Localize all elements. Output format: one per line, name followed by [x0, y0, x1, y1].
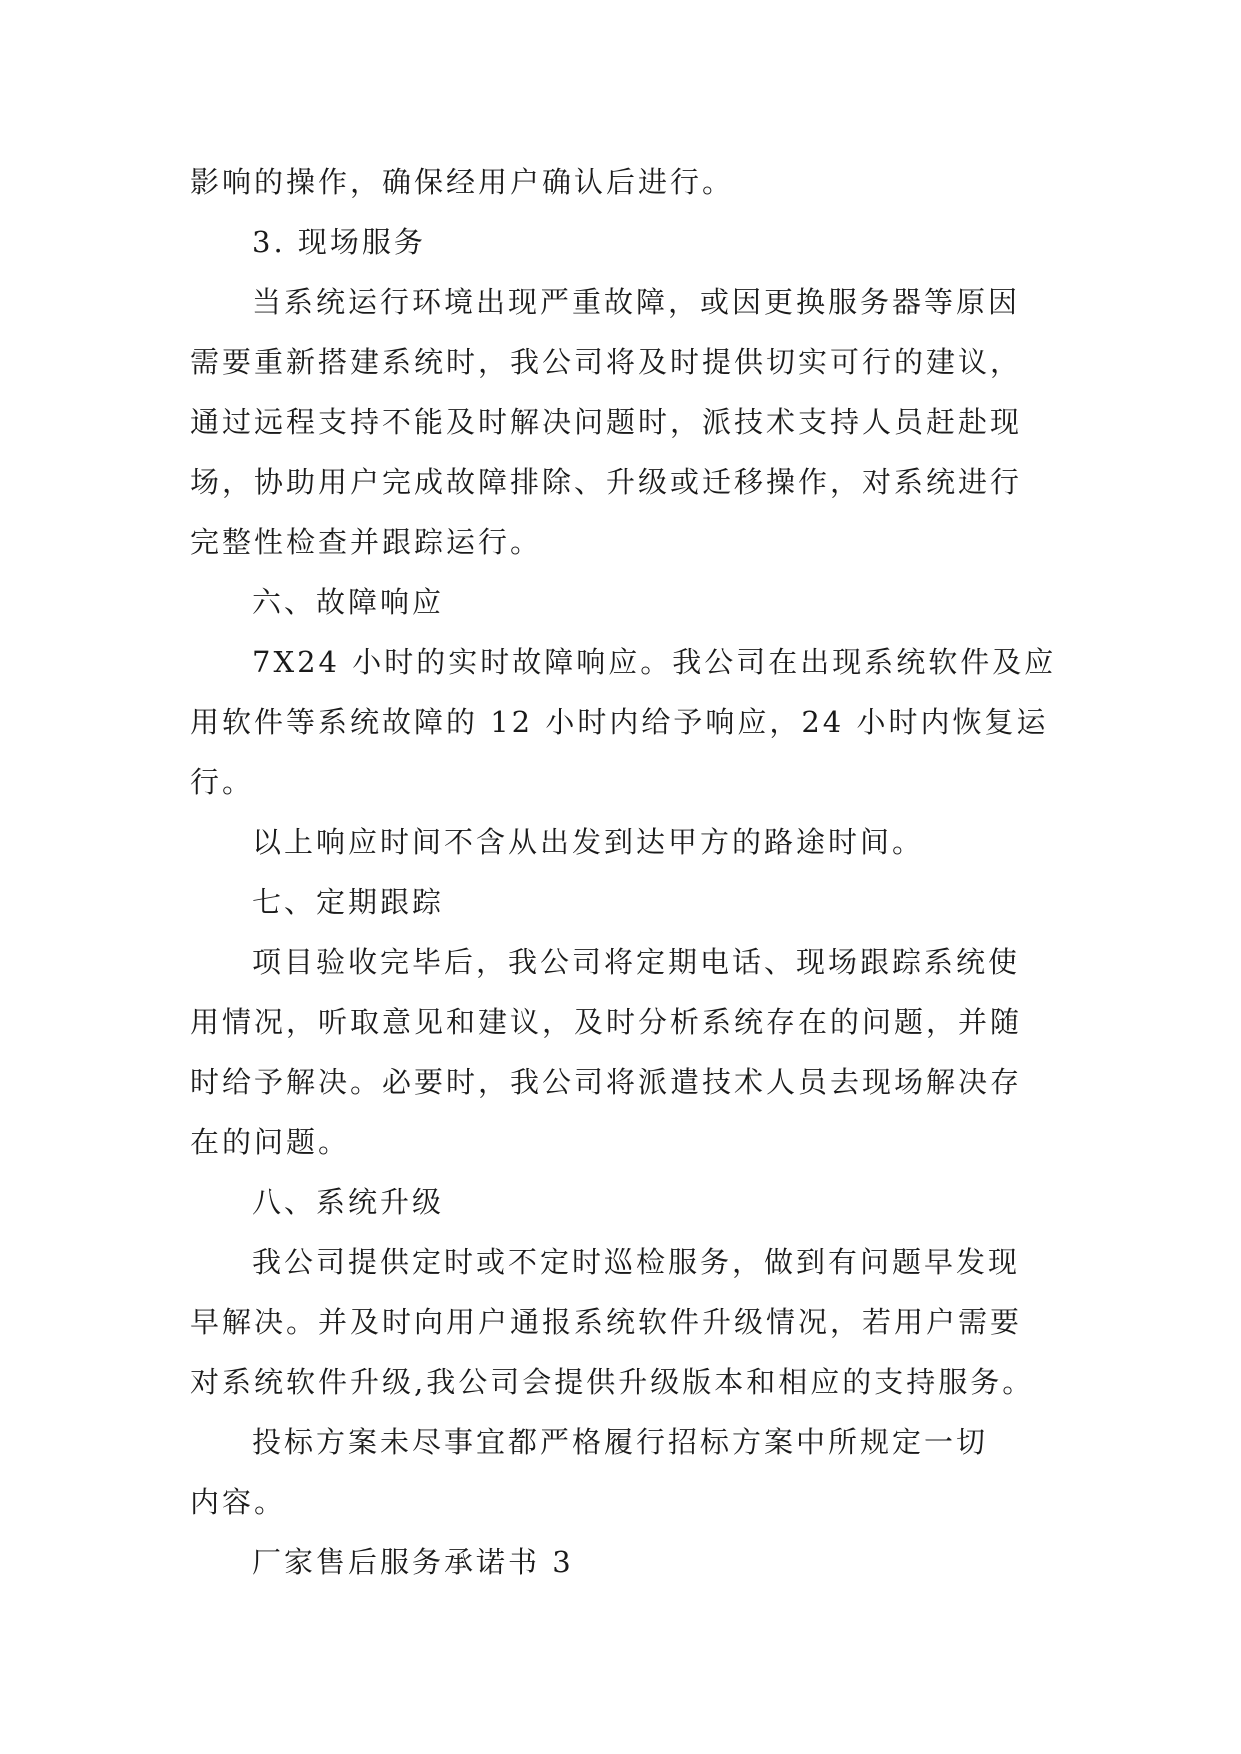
- paragraph-line: 完整性检查并跟踪运行。: [190, 525, 543, 559]
- paragraph-line: 通过远程支持不能及时解决问题时，派技术支持人员赶赴现: [190, 405, 1023, 439]
- section-heading-fault-response: 六、故障响应: [252, 585, 445, 619]
- section-heading-onsite-service: 3. 现场服务: [252, 225, 426, 259]
- paragraph-line: 对系统软件升级,我公司会提供升级版本和相应的支持服务。: [190, 1365, 1035, 1399]
- paragraph-line: 在的问题。: [190, 1125, 351, 1159]
- paragraph-line: 7X24 小时的实时故障响应。我公司在出现系统软件及应: [252, 645, 1057, 679]
- paragraph-line: 投标方案未尽事宜都严格履行招标方案中所规定一切: [252, 1425, 989, 1459]
- paragraph-line: 时给予解决。必要时，我公司将派遣技术人员去现场解决存: [190, 1065, 1023, 1099]
- paragraph-line: 场，协助用户完成故障排除、升级或迁移操作，对系统进行: [190, 465, 1023, 499]
- paragraph-line: 用情况，听取意见和建议，及时分析系统存在的问题，并随: [190, 1005, 1023, 1039]
- paragraph-line: 项目验收完毕后，我公司将定期电话、现场跟踪系统使: [252, 945, 1021, 979]
- paragraph-line: 用软件等系统故障的 12 小时内给予响应，24 小时内恢复运: [190, 705, 1049, 739]
- paragraph-line: 当系统运行环境出现严重故障，或因更换服务器等原因: [252, 285, 1021, 319]
- paragraph-line: 内容。: [190, 1485, 287, 1519]
- section-heading-periodic-tracking: 七、定期跟踪: [252, 885, 445, 919]
- paragraph-line: 行。: [190, 765, 255, 799]
- paragraph-line: 早解决。并及时向用户通报系统软件升级情况，若用户需要: [190, 1305, 1023, 1339]
- paragraph-line: 我公司提供定时或不定时巡检服务，做到有问题早发现: [252, 1245, 1021, 1279]
- section-heading-system-upgrade: 八、系统升级: [252, 1185, 445, 1219]
- paragraph-line: 需要重新搭建系统时，我公司将及时提供切实可行的建议，: [190, 345, 1023, 379]
- paragraph-line: 影响的操作，确保经用户确认后进行。: [190, 165, 735, 199]
- paragraph-line: 以上响应时间不含从出发到达甲方的路途时间。: [252, 825, 925, 859]
- document-title-line: 厂家售后服务承诺书 3: [252, 1545, 574, 1579]
